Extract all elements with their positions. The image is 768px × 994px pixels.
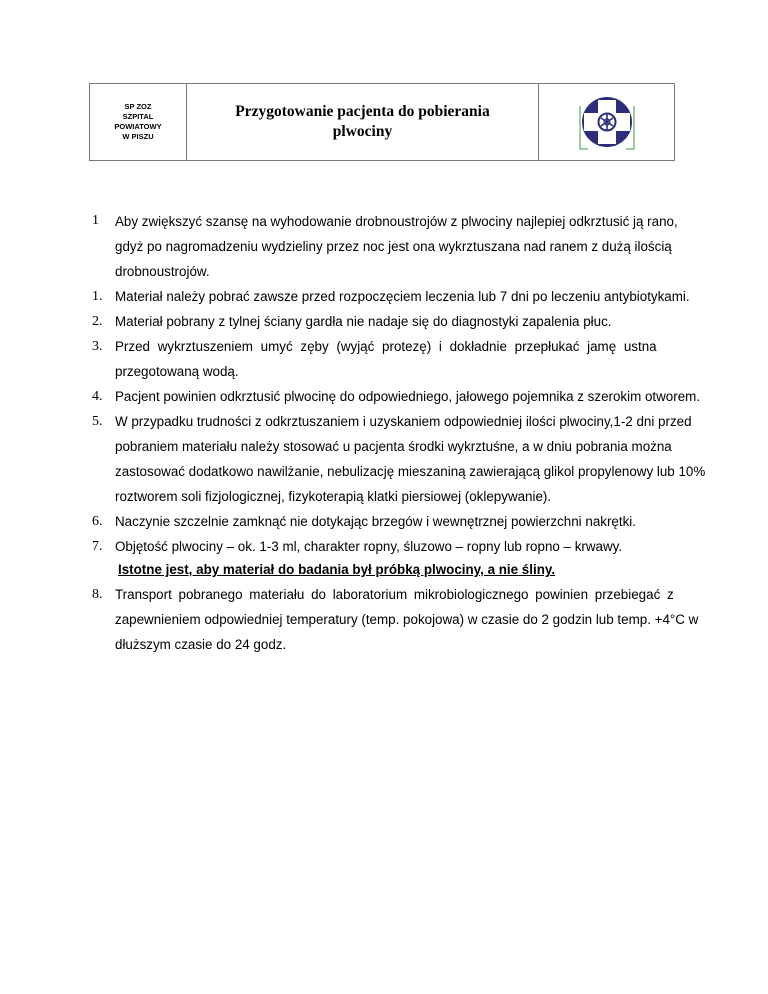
list-number: 7. bbox=[92, 539, 103, 554]
list-item-line: Przed wykrztuszeniem umyć zęby (wyjąć protezę) i dokładnie przepłukać jamę ustna bbox=[115, 339, 657, 354]
list-item-line: zapewnieniem odpowiedniej temperatury (temp. pokojowa) w czasie do 2 godzin lub temp. +4°C w bbox=[115, 612, 699, 627]
list-number: 1. bbox=[92, 289, 103, 304]
list-number: 1 bbox=[92, 213, 99, 228]
document-header bbox=[89, 83, 675, 161]
organization-cell bbox=[90, 84, 187, 160]
list-number: 4. bbox=[92, 389, 103, 404]
document-title bbox=[187, 84, 539, 160]
list-item-line: drobnoustrojów. bbox=[115, 264, 210, 279]
org-line: POWIATOWY bbox=[114, 122, 162, 131]
list-item-line: Pacjent powinien odkrztusić plwocinę do odpowiedniego, jałowego pojemnika z szerokim otworem. bbox=[115, 389, 701, 404]
list-item-line: Materiał należy pobrać zawsze przed rozpoczęciem leczenia lub 7 dni po leczeniu antybiotykami. bbox=[115, 289, 690, 304]
logo-cell bbox=[539, 84, 674, 160]
list-number: 2. bbox=[92, 314, 103, 329]
list-number: 8. bbox=[92, 587, 103, 602]
list-item-line: pobraniem materiału należy stosować u pacjenta środki wykrztuśne, a w dniu pobrania można bbox=[115, 439, 672, 454]
list-item-line: dłuższym czasie do 24 godz. bbox=[115, 637, 287, 652]
title-line: plwociny bbox=[332, 123, 393, 140]
list-number: 3. bbox=[92, 339, 103, 354]
list-item-line: Transport pobranego materiału do laboratorium mikrobiologicznego powinien przebiegać z bbox=[115, 587, 674, 602]
title-line: Przygotowanie pacjenta do pobierania bbox=[235, 103, 490, 120]
list-item-line: roztworem soli fizjologicznej, fizykoterapią klatki piersiowej (oklepywanie). bbox=[115, 489, 552, 504]
list-item-line: gdyż po nagromadzeniu wydzieliny przez noc jest ona wykrztuszana nad ranem z dużą ilością bbox=[115, 239, 672, 254]
list-item-line: Objętość plwociny – ok. 1-3 ml, charakter ropny, śluzowo – ropny lub ropno – krwawy. bbox=[115, 539, 623, 554]
list-item-line: zastosować dodatkowo nawilżanie, nebulizację mieszaniną zawierającą glikol propylenowy lub 10% bbox=[115, 464, 706, 479]
list-number: 6. bbox=[92, 514, 103, 529]
hospital-cross-logo-icon bbox=[579, 96, 635, 150]
org-line: W PISZU bbox=[122, 132, 154, 141]
list-item-line: Naczynie szczelnie zamknąć nie dotykając brzegów i wewnętrznej powierzchni nakrętki. bbox=[115, 514, 636, 529]
list-number: 5. bbox=[92, 414, 103, 429]
list-item-line: Materiał pobrany z tylnej ściany gardła nie nadaje się do diagnostyki zapalenia płuc. bbox=[115, 314, 612, 329]
list-item-line: przegotowaną wodą. bbox=[115, 364, 239, 379]
list-item-line: W przypadku trudności z odkrztuszaniem i uzyskaniem odpowiedniej ilości plwociny,1-2 dni przed bbox=[115, 414, 692, 429]
text-line: Aby zwiększyć szansę na wyhodowanie drobnoustrojów z plwociny najlepiej odkrztusić ją rano, bbox=[115, 214, 678, 229]
org-line: SP ZOZ bbox=[124, 102, 152, 111]
list-item-line bbox=[115, 214, 678, 230]
important-note: Istotne jest, aby materiał do badania był próbką plwociny, a nie śliny. bbox=[118, 562, 556, 577]
org-line: SZPITAL bbox=[122, 112, 154, 121]
